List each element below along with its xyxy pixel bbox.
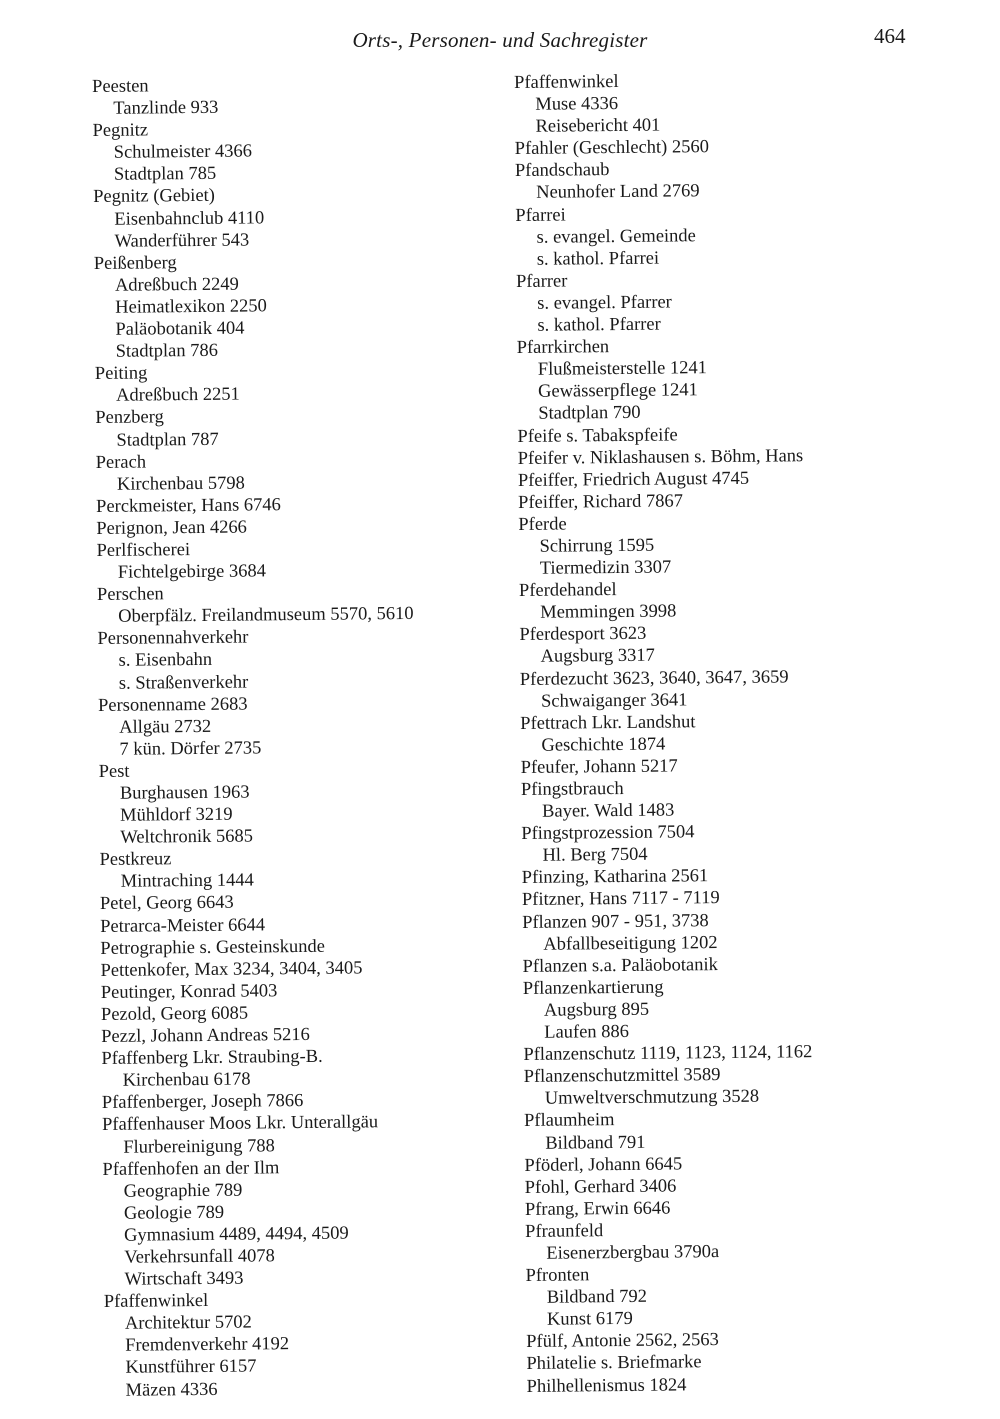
index-subentry: Wirtschaft 3493 [124, 1268, 244, 1290]
index-entry: Pferdehandel [518, 580, 617, 602]
index-entry: Pfeufer, Johann 5217 [520, 756, 678, 778]
index-entry: Pfitzner, Hans 7117 - 7119 [521, 888, 720, 911]
index-subentry: Eisenerzbergbau 3790a [546, 1242, 720, 1264]
running-header-title: Orts-, Personen- und Sachregister [352, 28, 648, 52]
index-entry: Pfarrer [515, 271, 568, 292]
page-number: 464 [874, 24, 906, 48]
index-entry: Pfaffenberg Lkr. Straubing-B. [101, 1046, 323, 1070]
index-entry: Philatelie s. Briefmarke [526, 1352, 702, 1375]
index-entry: Pfeife s. Tabakspfeife [517, 424, 678, 447]
index-entry: Pfahler (Geschlecht) 2560 [514, 137, 710, 160]
index-entry: Pfettrach Lkr. Landshut [520, 712, 696, 734]
index-entry: Perignon, Jean 4266 [96, 517, 247, 539]
index-entry: Pfaffenhauser Moos Lkr. Unterallgäu [101, 1112, 379, 1136]
index-entry: Pfaffenberger, Joseph 7866 [101, 1091, 304, 1114]
index-subentry: s. evangel. Pfarrer [537, 292, 672, 314]
index-subentry: Oberpfälz. Freilandmuseum 5570, 5610 [118, 604, 414, 628]
index-entry: Penzberg [95, 407, 164, 429]
index-entry: Pezold, Georg 6085 [100, 1003, 249, 1025]
index-entry: Petrographie s. Gesteinskunde [100, 936, 325, 959]
index-entry: Pflaumheim [523, 1110, 615, 1132]
index-column-right [514, 69, 816, 1397]
index-entry: Perckmeister, Hans 6746 [96, 494, 281, 517]
index-entry: Pest [98, 761, 130, 782]
index-subentry: Kunst 6179 [546, 1309, 633, 1330]
index-entry: Pfaffenhofen an der Ilm [102, 1157, 280, 1180]
index-column-left [92, 73, 421, 1402]
index-subentry: Weltchronik 5685 [120, 826, 254, 848]
index-subentry: Heimatlexikon 2250 [115, 296, 267, 318]
index-subentry: Hl. Berg 7504 [542, 845, 648, 867]
index-entry: Pflanzenschutzmittel 3589 [523, 1065, 721, 1088]
index-subentry: Kirchenbau 5798 [116, 473, 245, 495]
index-subentry: Schwaiganger 3641 [540, 689, 688, 712]
index-subentry: Flußmeisterstelle 1241 [537, 358, 708, 381]
index-entry: Pflanzen 907 - 951, 3738 [522, 910, 709, 933]
index-entry: Peesten [92, 76, 149, 97]
index-subentry: s. kathol. Pfarrei [536, 248, 660, 270]
index-subentry: s. Eisenbahn [118, 650, 213, 672]
index-subentry: s. kathol. Pfarrer [537, 314, 661, 336]
index-subentry: Umweltverschmutzung 3528 [544, 1087, 760, 1110]
index-entry: Pestkreuz [99, 849, 172, 871]
index-subentry: Paläobotanik 404 [115, 318, 245, 340]
index-subentry: Muse 4336 [535, 94, 619, 115]
index-subentry: Gewässerpflege 1241 [537, 380, 698, 403]
index-subentry: Kirchenbau 6178 [122, 1069, 251, 1091]
index-subentry: Laufen 886 [544, 1021, 630, 1043]
index-entry: Pfingstprozession 7504 [521, 822, 695, 845]
index-entry: Petel, Georg 6643 [99, 893, 234, 915]
index-subentry: Mäzen 4336 [125, 1379, 218, 1401]
index-subentry: Kunstführer 6157 [125, 1356, 257, 1379]
index-entry: Peiting [94, 363, 148, 385]
index-entry: Pezzl, Johann Andreas 5216 [101, 1024, 310, 1047]
index-entry: Pettenkofer, Max 3234, 3404, 3405 [100, 958, 363, 981]
index-entry: Pfohl, Gerhard 3406 [524, 1176, 677, 1198]
index-entry: Pfeiffer, Friedrich August 4745 [517, 468, 750, 491]
index-entry: Pfaffenwinkel [514, 71, 619, 93]
index-subentry: Geologie 789 [123, 1202, 225, 1224]
index-subentry: Stadtplan 787 [116, 429, 219, 451]
index-subentry: Mintraching 1444 [120, 870, 254, 893]
index-subentry: Fichtelgebirge 3684 [117, 561, 267, 583]
index-entry: Pfaffenwinkel [103, 1291, 209, 1313]
index-entry: Pfarrei [515, 205, 566, 226]
index-entry: Pflanzen s.a. Paläobotanik [522, 954, 718, 977]
index-entry: Pfülf, Antonie 2562, 2563 [526, 1330, 720, 1353]
index-subentry: Bildband 792 [546, 1286, 648, 1308]
index-subentry: Stadtplan 785 [113, 164, 217, 186]
index-subentry: Geographie 789 [123, 1180, 243, 1202]
index-entry: Petrarca-Meister 6644 [100, 914, 266, 937]
index-subentry: Mühldorf 3219 [120, 804, 233, 826]
index-entry: Personenname 2683 [97, 694, 248, 716]
index-entry: Pfeiffer, Richard 7867 [518, 491, 684, 513]
index-subentry: Burghausen 1963 [119, 782, 250, 804]
index-subentry: Adreßbuch 2251 [115, 384, 240, 407]
index-entry: Peutinger, Konrad 5403 [100, 981, 278, 1003]
index-entry: Pfeifer v. Niklashausen s. Böhm, Hans [517, 445, 804, 469]
index-entry: Pfingstbrauch [520, 778, 624, 800]
index-entry: Pfandschaub [514, 160, 610, 182]
index-entry: Perschen [96, 584, 164, 606]
index-subentry: Stadtplan 786 [115, 340, 219, 362]
index-subentry: Memmingen 3998 [540, 601, 677, 624]
index-subentry: Wanderführer 543 [114, 230, 250, 252]
index-entry: Peißenberg [93, 252, 177, 274]
index-subentry: Adreßbuch 2249 [114, 274, 239, 296]
index-subentry: Verkehrsunfall 4078 [124, 1246, 275, 1268]
index-entry: Pfrang, Erwin 6646 [524, 1198, 671, 1220]
index-subentry: Tiermedizin 3307 [539, 557, 672, 579]
index-subentry: Abfallbeseitigung 1202 [543, 932, 718, 955]
index-entry: Pfarrkirchen [516, 337, 610, 359]
index-subentry: Bayer. Wald 1483 [542, 800, 675, 822]
index-entry: Pfinzing, Katharina 2561 [521, 866, 709, 889]
index-subentry: Architektur 5702 [124, 1312, 252, 1334]
index-subentry: Bildband 791 [545, 1132, 646, 1154]
index-subentry: Neunhofer Land 2769 [536, 181, 700, 204]
index-subentry: s. evangel. Gemeinde [536, 225, 696, 248]
index-entry: Perlfischerei [96, 540, 191, 561]
index-entry: Personennahverkehr [97, 627, 249, 650]
index-entry: Philhellenismus 1824 [526, 1374, 687, 1397]
index-entry: Pferdezucht 3623, 3640, 3647, 3659 [519, 666, 789, 690]
index-entry: Pferdesport 3623 [519, 624, 647, 646]
index-subentry: Augsburg 895 [543, 999, 650, 1021]
index-subentry: Stadtplan 790 [538, 403, 641, 425]
index-entry: Perach [95, 452, 147, 473]
index-subentry: Schulmeister 4366 [113, 141, 253, 164]
index-subentry: 7 kün. Dörfer 2735 [119, 738, 262, 760]
index-subentry: Flurbereinigung 788 [123, 1135, 275, 1158]
index-subentry: Schirrung 1595 [539, 535, 655, 557]
index-entry: Pflanzenschutz 1119, 1123, 1124, 1162 [523, 1042, 813, 1066]
index-entry: Pegnitz (Gebiet) [93, 186, 216, 208]
index-subentry: Geschichte 1874 [541, 734, 666, 756]
index-subentry: Allgäu 2732 [119, 716, 212, 738]
index-subentry: Augsburg 3317 [540, 646, 655, 668]
index-entry: Pegnitz [92, 120, 149, 142]
index-subentry: Gymnasium 4489, 4494, 4509 [124, 1223, 349, 1246]
index-entry: Pferde [518, 514, 567, 535]
index-subentry: Fremdenverkehr 4192 [125, 1334, 290, 1357]
index-subentry: Tanzlinde 933 [113, 97, 219, 119]
index-subentry: s. Straßenverkehr [118, 672, 249, 694]
index-entry: Pföderl, Johann 6645 [524, 1154, 683, 1176]
index-subentry: Reisebericht 401 [535, 115, 661, 137]
index-entry: Pfraunfeld [525, 1221, 604, 1242]
index-entry: Pfronten [525, 1265, 590, 1287]
index-entry: Pflanzenkartierung [522, 977, 664, 999]
index-subentry: Eisenbahnclub 4110 [114, 207, 265, 230]
